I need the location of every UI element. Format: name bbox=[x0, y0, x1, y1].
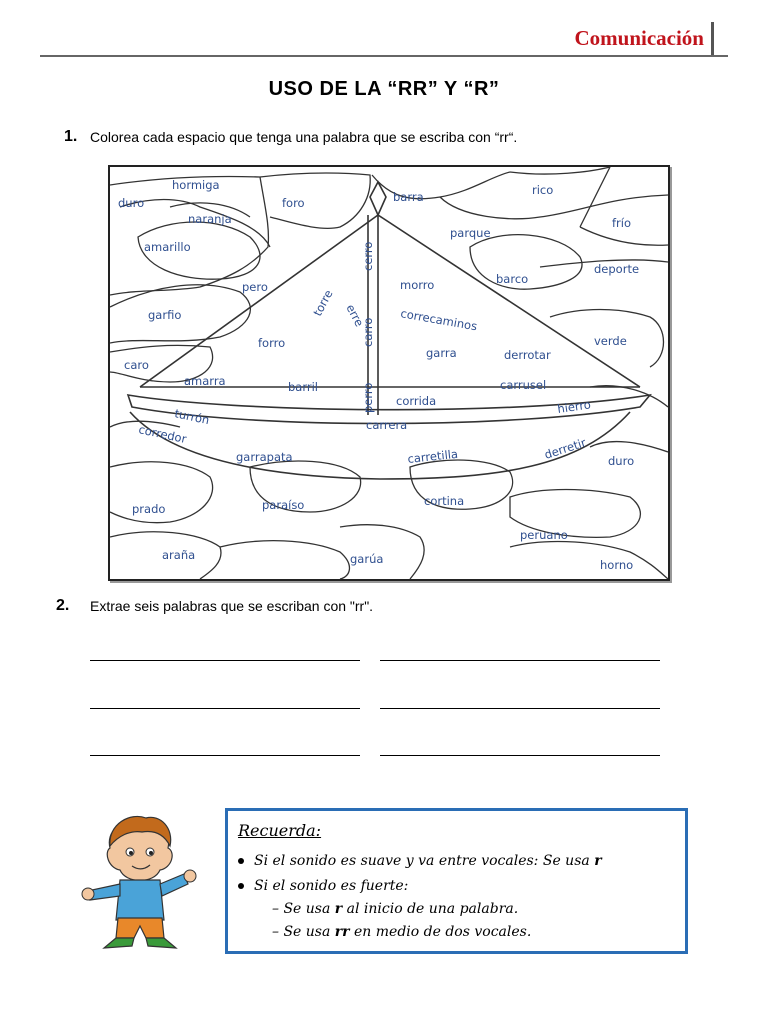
puzzle-word: carrera bbox=[366, 418, 408, 432]
puzzle-word: parque bbox=[450, 226, 491, 240]
reminder-line-3: – Se usa r al inicio de una palabra. bbox=[272, 901, 519, 917]
header-bar bbox=[711, 22, 714, 56]
answer-line[interactable] bbox=[380, 755, 660, 756]
puzzle-word: barco bbox=[496, 272, 529, 286]
puzzle-word: corrida bbox=[396, 394, 437, 408]
answer-line[interactable] bbox=[90, 660, 360, 661]
puzzle-word: morro bbox=[400, 278, 435, 292]
reminder-line-2: Si el sonido es fuerte: bbox=[238, 878, 408, 894]
reminder-title: Recuerda: bbox=[238, 821, 322, 840]
question-1-text: Colorea cada espacio que tenga una palabra que se escriba con “rr“. bbox=[90, 129, 518, 145]
puzzle-word: cerro bbox=[361, 241, 375, 271]
puzzle-word: garfio bbox=[148, 308, 182, 322]
puzzle-word: hormiga bbox=[172, 178, 220, 192]
puzzle-word: prado bbox=[132, 502, 166, 516]
question-2-number: 2. bbox=[56, 597, 70, 614]
puzzle-word: garúa bbox=[350, 552, 384, 566]
puzzle-word: corredor bbox=[137, 422, 188, 447]
puzzle-word: caro bbox=[124, 358, 149, 372]
coloring-puzzle[interactable] bbox=[108, 165, 670, 581]
puzzle-word: derrotar bbox=[504, 348, 551, 362]
puzzle-word: foro bbox=[282, 196, 305, 210]
puzzle-word: duro bbox=[118, 196, 145, 210]
puzzle-word: carretilla bbox=[406, 446, 459, 466]
puzzle-word: peruano bbox=[520, 528, 568, 542]
puzzle-word: carrusel bbox=[500, 378, 547, 392]
puzzle-word: amarra bbox=[184, 374, 226, 388]
puzzle-word: cortina bbox=[424, 494, 465, 508]
bullet-icon bbox=[238, 858, 244, 864]
boy-illustration bbox=[80, 808, 200, 963]
puzzle-word: horno bbox=[600, 558, 634, 572]
puzzle-word: garra bbox=[426, 346, 457, 360]
subject-label: Comunicación bbox=[574, 26, 704, 50]
puzzle-word: naranja bbox=[188, 212, 232, 226]
puzzle-word: torre bbox=[310, 287, 336, 319]
bullet-icon bbox=[238, 883, 244, 889]
answer-line[interactable] bbox=[90, 708, 360, 709]
puzzle-word: forro bbox=[258, 336, 286, 350]
puzzle-word: hierro bbox=[556, 397, 592, 416]
answer-line[interactable] bbox=[90, 755, 360, 756]
puzzle-word: perro bbox=[361, 382, 375, 413]
puzzle-word: erre bbox=[343, 301, 367, 329]
puzzle-word: barra bbox=[393, 190, 424, 204]
puzzle-word: derretir bbox=[542, 435, 588, 462]
puzzle-word: barril bbox=[288, 380, 318, 394]
reminder-box bbox=[225, 808, 688, 954]
answer-line[interactable] bbox=[380, 708, 660, 709]
puzzle-word: amarillo bbox=[144, 240, 191, 254]
puzzle-word: carro bbox=[361, 317, 375, 347]
puzzle-word: duro bbox=[608, 454, 635, 468]
puzzle-word: verde bbox=[594, 334, 627, 348]
puzzle-word: pero bbox=[242, 280, 268, 294]
puzzle-word: araña bbox=[162, 548, 196, 562]
puzzle-drawing bbox=[110, 167, 668, 579]
puzzle-word: deporte bbox=[594, 262, 640, 276]
question-1-number: 1. bbox=[64, 128, 78, 145]
reminder-line-1: Si el sonido es suave y va entre vocales: Se usa r bbox=[238, 853, 602, 869]
puzzle-word: rico bbox=[532, 183, 554, 197]
puzzle-word: turrón bbox=[173, 406, 211, 428]
puzzle-word: correcaminos bbox=[399, 306, 479, 334]
puzzle-word: paraíso bbox=[262, 498, 305, 512]
puzzle-word: frío bbox=[612, 216, 632, 230]
question-2-text: Extrae seis palabras que se escriban con "rr". bbox=[90, 598, 374, 614]
reminder-line-4: – Se usa rr en medio de dos vocales. bbox=[272, 924, 532, 940]
answer-line[interactable] bbox=[380, 660, 660, 661]
worksheet-title: USO DE LA “RR” Y “R” bbox=[268, 78, 500, 100]
puzzle-word: garrapata bbox=[236, 450, 293, 464]
header-rule bbox=[40, 55, 728, 57]
